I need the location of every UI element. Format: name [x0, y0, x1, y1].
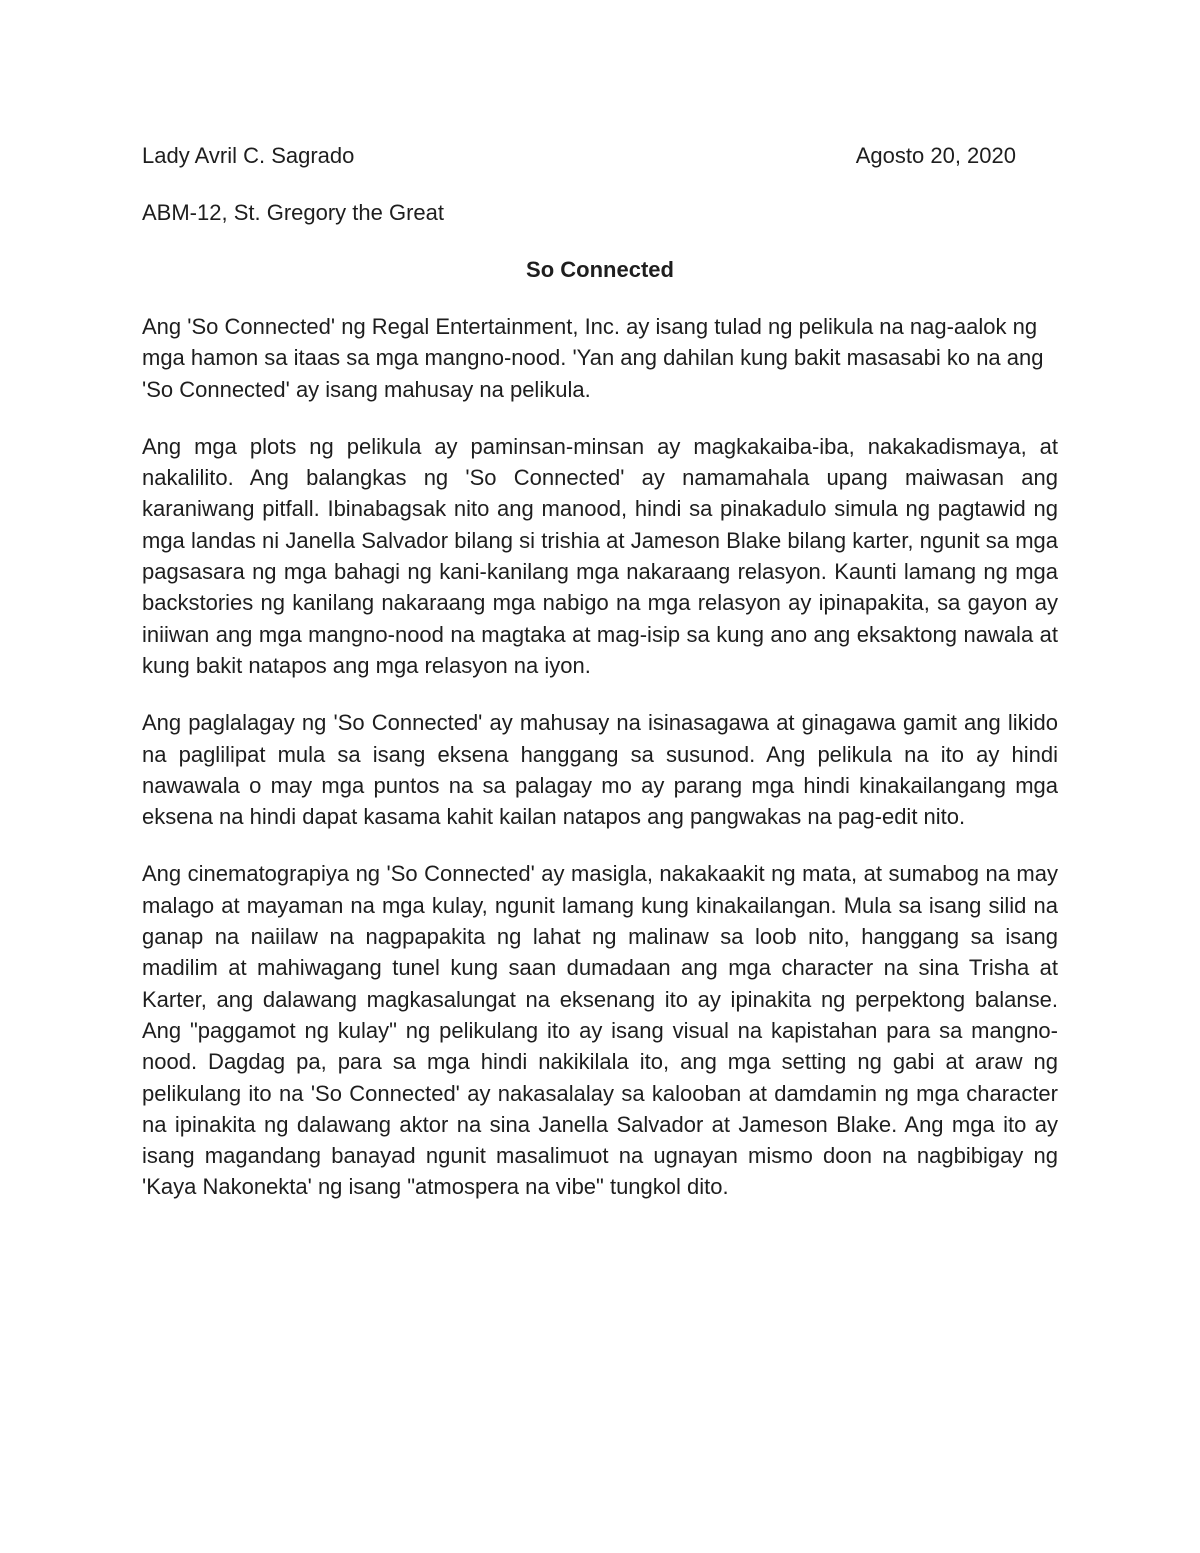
author-name: Lady Avril C. Sagrado — [142, 143, 355, 168]
paragraph-2: Ang mga plots ng pelikula ay paminsan-minsan ay magkakaiba-iba, nakakadismaya, at nakalilito. Ang balangkas ng 'So Connected' ay namamahala upang maiwasan ang karaniwang pitfall. Ibinabagsak nito ang manood, hindi sa pinakadulo simula ng pagtawid ng mga landas ni Janella Salvador bilang si trishia at Jameson Blake bilang karter, ngunit sa mga pagsasara ng mga bahagi ng kani-kanilang mga nakaraang relasyon. Kaunti lamang ng mga backstories ng kanilang nakaraang mga nabigo na mga relasyon ay ipinapakita, sa gayon ay iniiwan ang mga mangno-nood na magtaka at mag-isip sa kung ano ang eksaktong nawala at kung bakit natapos ang mga relasyon na iyon. — [142, 433, 1058, 678]
document-title: So Connected — [526, 257, 674, 282]
paragraph-4: Ang cinematograpiya ng 'So Connected' ay masigla, nakakaakit ng mata, at sumabog na may malago at mayaman na mga kulay, ngunit lamang kung kinakailangan. Mula sa isang silid na ganap na naiilaw na nagpapakita ng lahat ng malinaw sa loob nito, hanggang sa isang madilim at mahiwagang tunel kung saan dumadaan ang mga character na sina Trisha at Karter, ang dalawang magkasalungat na eksenang ito ay ipinakita ng perpektong balanse. Ang "paggamot ng kulay" ng pelikulang ito ay isang visual na kapistahan para sa mangno-nood. Dagdag pa, para sa mga hindi nakikilala ito, ang mga setting ng gabi at araw ng pelikulang ito na 'So Connected' ay nakasalalay sa kalooban at damdamin ng mga character na ipinakita ng dalawang aktor na sina Janella Salvador at Jameson Blake. Ang mga ito ay isang magandang banayad ngunit masalimuot na ugnayan mismo doon na nagbibigay ng 'Kaya Nakonekta' ng isang "atmospera na vibe" tungkol dito. — [142, 861, 1058, 1200]
paragraph-3: Ang paglalagay ng 'So Connected' ay mahusay na isinasagawa at ginagawa gamit ang likido na paglilipat mula sa isang eksena hanggang sa susunod. Ang pelikula na ito ay hindi nawawala o may mga puntos na sa palagay mo ay parang mga hindi kinakailangang mga eksena na hindi dapat kasama kahit kailan natapos ang pangwakas na pag-edit nito. — [142, 710, 1058, 830]
header-row — [142, 140, 1016, 171]
paragraph-1: Ang 'So Connected' ng Regal Entertainment, Inc. ay isang tulad ng pelikula na nag-aalok ng mga hamon sa itaas sa mga mangno-nood. 'Yan ang dahilan kung bakit masasabi ko na ang 'So Connected' ay isang mahusay na pelikula. — [142, 314, 1044, 402]
course-section: ABM-12, St. Gregory the Great — [142, 200, 445, 225]
document-body — [142, 140, 1058, 1203]
document-date: Agosto 20, 2020 — [855, 143, 1016, 168]
